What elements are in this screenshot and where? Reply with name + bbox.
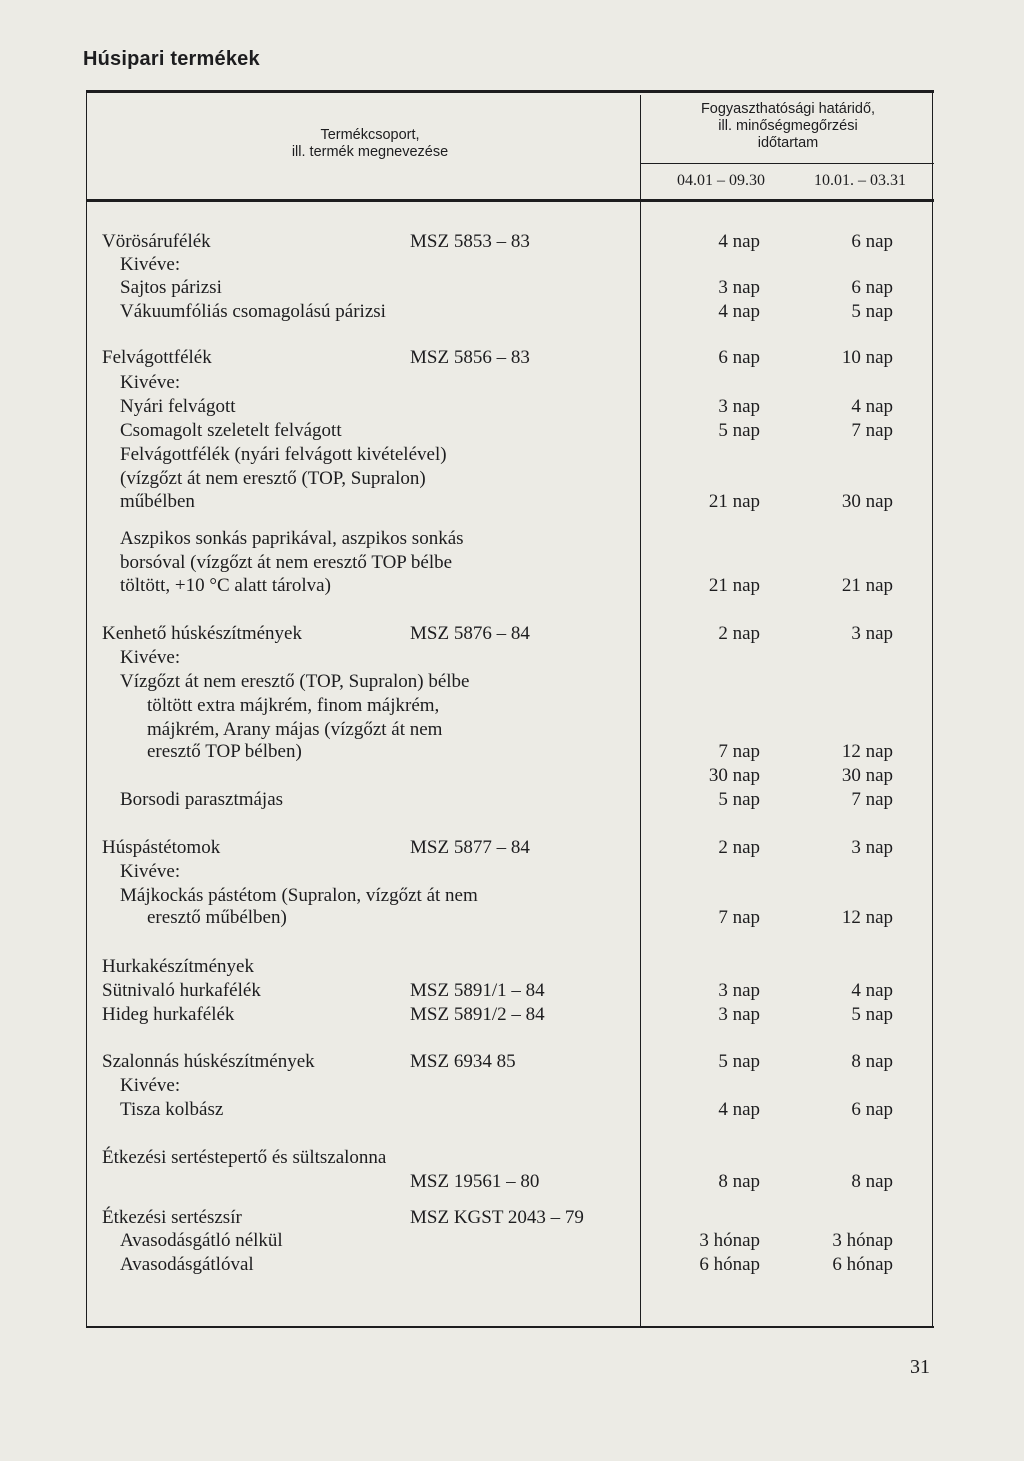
table-bottom-rule (86, 1326, 934, 1328)
header-col-deadline-line3: időtartam (757, 135, 819, 151)
page-title: Húsipari termékek (83, 48, 260, 70)
header-col-deadline-line1: Fogyaszthatósági határidő, (700, 101, 876, 117)
header-col-product-line2: ill. termék megnevezése (291, 144, 449, 160)
page-number: 31 (910, 1356, 930, 1378)
header-col-deadline-line2: ill. minőségmegőrzési (718, 118, 858, 134)
period-rule (640, 163, 934, 164)
table-top-rule (86, 90, 934, 93)
header-period-winter: 10.01. – 03.31 (814, 172, 906, 189)
table-left-border (86, 90, 87, 1328)
header-col-product (240, 127, 500, 161)
table-right-border (932, 90, 933, 1328)
header-col-product-line1: Termékcsoport, (320, 127, 420, 143)
header-bottom-rule (86, 199, 934, 202)
header-period-summer: 04.01 – 09.30 (677, 172, 765, 189)
header-col-deadline (645, 101, 931, 152)
